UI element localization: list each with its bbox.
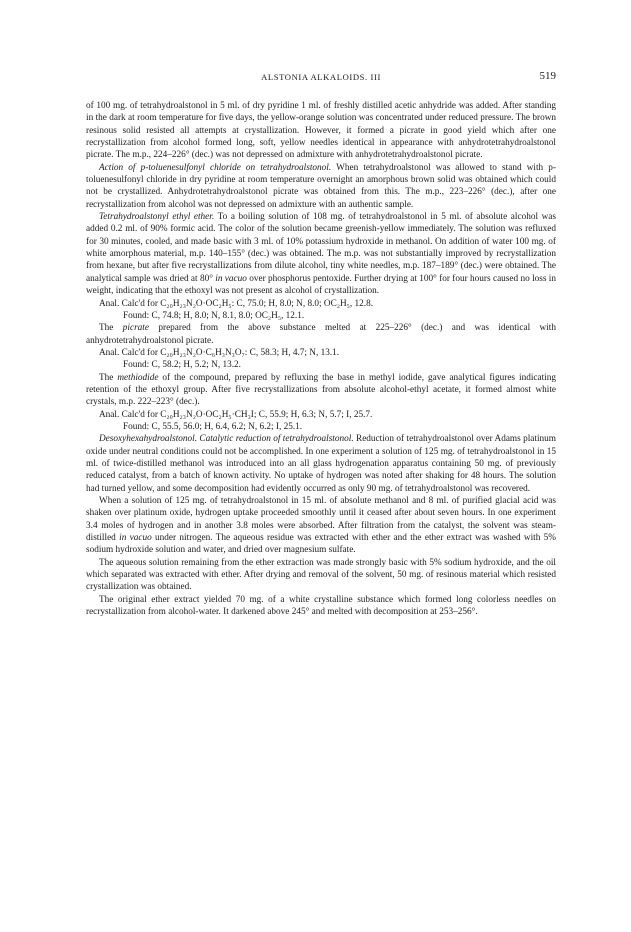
paragraph-methiodide: [86, 372, 556, 409]
paragraph-ether-extract: The original ether extract yielded 70 mg. of a white crystalline substance which formed long colorless needles on recrystallization from alcohol-water. It darkened above 245° and melted with decomposition at 253–256°.: [86, 594, 556, 618]
paragraph-picrate: [86, 322, 556, 347]
paragraph-text: under nitrogen. The aqueous residue was extracted with ether and the ether extract was washed with 5% sodium hydroxide solution and water, and dried over magnesium sulfate.: [86, 533, 556, 556]
paragraph-ethyl-ether: [86, 211, 556, 297]
paragraph-text: The: [99, 372, 118, 383]
paragraph-text: prepared from the above substance melted at 225–226° (dec.) and was identical with anhydrotetrahydroalstonol picrate.: [86, 323, 556, 346]
analysis-calculated: Anal. Calc'd for C₂₀H₂₃N₂O·C₆H₃N₃O₇: C, 58.3; H, 4.7; N, 13.1.: [99, 347, 340, 358]
analysis-found: Found: C, 74.8; H, 8.0; N, 8.1, 8.0; OC₂H₅, 12.1.: [123, 310, 305, 321]
paragraph-hydrogenation: [86, 495, 556, 557]
paragraph-reduction: [86, 433, 556, 495]
italic-term: in vacuo: [215, 273, 247, 284]
paragraph-text: Reduction of tetrahydroalstonol over Adams platinum oxide under neutral conditions could not be accomplished. In one experiment a solution of 125 mg. of tetrahydroalstonol in 15 ml. of twice-distilled methanol was introduced into an all glass hydrogenation apparatus containing 50 mg. of previously reduced catalyst, from a batch of known activity. No uptake of hydrogen was noted after shaking for 48 hours. The solution had turned yellow, and some decomposition had evidently occurred as only 90 mg. of tetrahydroalstonol was recovered.: [86, 434, 557, 494]
section-heading-reduction: Desoxyhexahydroalstonol. Catalytic reduction of tetrahydroalstonol.: [99, 434, 354, 445]
paragraph-text: When a solution of 125 mg. of tetrahydroalstonol in 15 ml. of absolute methanol and 8 ml. of purified glacial acid was shaken over platinum oxide, hydrogen uptake proceeded smoothly until it ceased after about seven hours. In one experiment 3.4 moles of hydrogen and in another 3.8 moles were absorbed. After filtration from the catalyst, the solvent was steam-distilled: [86, 496, 556, 544]
paragraph-text: To a boiling solution of 108 mg. of tetrahydroalstonol in 5 ml. of absolute alcohol was added 0.2 ml. of 90% formic acid. The color of the solution became greenish-yellow immediately. The solution was refluxed for 30 minutes, cooled, and made basic with 3 ml. of 10% potassium hydroxide in methanol. On addition of water 100 mg. of white amorphous material, m.p. 140–155° (dec.) was obtained. The m.p. was not substantially improved by recrystallization from hexane, but after five recrystallizations from dilute alcohol, tiny white needles, m.p. 187–189° (dec.) were obtained. The analytical sample was dried at 80°: [86, 212, 556, 284]
page: [86, 70, 556, 618]
analysis-calculated: Anal. Calc'd for C₂₀H₂₃N₂O·OC₂H₅·CH₃I; C, 55.9; H, 6.3; N, 5.7; I, 25.7.: [99, 409, 373, 420]
italic-term: methiodide: [117, 372, 159, 383]
analysis-found: Found: C, 55.5, 56.0; H, 6.4, 6.2; N, 6.2; I, 25.1.: [123, 421, 303, 432]
analysis-calculated: Anal. Calc'd for C₂₀H₂₃N₂O·OC₂H₅: C, 75.0; H, 8.0; N, 8.0; OC₂H₅, 12.8.: [99, 298, 374, 309]
page-number: 519: [539, 70, 556, 82]
paragraph-text: over phosphorus pentoxide. Further drying at 100° for four hours caused no loss in weight, indicating that the ethoxyl was not present as alcohol of crystallization.: [86, 273, 557, 297]
section-heading-tosyl: Action of p-toluenesulfonyl chloride on tetrahydroalstonol.: [99, 162, 332, 173]
italic-term: in vacuo: [119, 533, 152, 544]
paragraph-text: When tetrahydroalstonol was allowed to stand with p-toluenesulfonyl chloride in dry pyridine at room temperature overnight an amorphous brown solid was obtained which could not be crystallized. Anhydrotetrahydroalstonol picrate was obtained from this. The m.p., 223–226° (dec.), after one recrystallization from alcohol was not depressed on admixture with an authentic sample.: [86, 162, 557, 210]
section-heading-ethyl-ether: Tetrahydroalstonyl ethyl ether.: [99, 212, 215, 223]
paragraph-text: The: [99, 323, 123, 334]
running-title: ALSTONIA ALKALOIDS. III: [261, 72, 381, 82]
page-header: [86, 70, 556, 84]
italic-term: picrate: [122, 323, 149, 334]
paragraph-acetylation: of 100 mg. of tetrahydroalstonol in 5 ml. of dry pyridine 1 ml. of freshly distilled acetic anhydride was added. After standing in the dark at room temperature for five days, the yellow-orange solution was concentrated under reduced pressure. The brown resinous solid resisted all attempts at crystallization. However, it formed a picrate in good yield which after one recrystallization from alcohol formed long, soft, yellow needles identical in appearance with anhydrotetrahydroalstonol picrate. The m.p., 224–226° (dec.) was not depressed on admixture with anhydrotetrahydroalstonol picrate.: [86, 101, 556, 161]
analysis-found: Found: C, 58.2; H, 5.2; N, 13.2.: [123, 360, 241, 371]
paragraph-aqueous-solution: The aqueous solution remaining from the ether extraction was made strongly basic with 5% sodium hydroxide, and the oil which separated was extracted with ether. After drying and removal of the solvent, 50 mg. of resinous material which resisted crystallization was obtained.: [86, 557, 556, 593]
article-body: [86, 100, 556, 618]
paragraph-tosyl: [86, 162, 556, 211]
paragraph-text: of the compound, prepared by refluxing the base in methyl iodide, gave analytical figures indicating retention of the ethoxyl group. After five recrystallizations from absolute alcohol-ethyl acetate, it formed almost white crystals, m.p. 222–223° (dec.).: [86, 372, 556, 408]
